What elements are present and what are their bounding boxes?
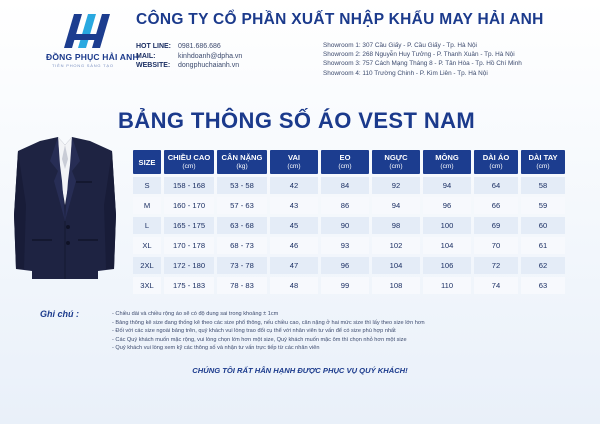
table-cell: L	[133, 217, 161, 234]
logo-brand-name: ĐỒNG PHỤC HẢI ANH	[46, 52, 139, 62]
table-cell: 47	[270, 257, 318, 274]
table-cell: 69	[474, 217, 518, 234]
col-waist	[321, 150, 369, 174]
logo-tagline: TIÊN PHONG SÁNG TẠO	[52, 63, 114, 68]
showroom-item: Showroom 1: 307 Cầu Giấy - P. Cầu Giấy - Tp. Hà Nội	[323, 42, 477, 49]
header-name: CHIỀU CAO	[167, 153, 211, 162]
table-row	[133, 277, 565, 294]
table-cell: 58	[521, 177, 565, 194]
table-cell: 53 - 58	[217, 177, 267, 194]
header-unit: (cm)	[536, 163, 550, 170]
col-jacket-length	[474, 150, 518, 174]
table-cell: 93	[321, 237, 369, 254]
notes-list	[112, 310, 425, 353]
header-name: SIZE	[138, 157, 156, 167]
table-cell: 42	[270, 177, 318, 194]
col-size	[133, 150, 161, 174]
header-name: DÀI ÁO	[482, 153, 510, 162]
website-link[interactable]: dongphuchaianh.vn	[178, 62, 240, 69]
table-cell: 70	[474, 237, 518, 254]
col-sleeve-length	[521, 150, 565, 174]
table-cell: 104	[423, 237, 471, 254]
header-unit: (kg)	[236, 163, 248, 170]
table-cell: 63 - 68	[217, 217, 267, 234]
showroom-list	[323, 41, 522, 78]
vest-jacket-image	[10, 135, 120, 281]
hotline-value[interactable]: 0981.686.686	[178, 43, 221, 50]
table-cell: 66	[474, 197, 518, 214]
table-cell: 96	[321, 257, 369, 274]
table-cell: 59	[521, 197, 565, 214]
table-cell: 46	[270, 237, 318, 254]
mail-value[interactable]: kinhdoanh@dpha.vn	[178, 52, 243, 60]
contact-info	[136, 42, 242, 71]
table-row	[133, 217, 565, 234]
table-cell: 99	[321, 277, 369, 294]
table-cell: 170 - 178	[164, 237, 214, 254]
header-name: NGỰC	[384, 153, 408, 162]
note-item: - Các Quý khách muốn mặc rộng, vui lòng chọn lớn hơn một size, Quý khách muốn mặc ôm thì chọn nhỏ hơn một size	[112, 336, 407, 343]
table-cell: 94	[372, 197, 420, 214]
table-cell: 84	[321, 177, 369, 194]
table-row	[133, 257, 565, 274]
table-cell: 104	[372, 257, 420, 274]
table-cell: 2XL	[133, 257, 161, 274]
table-cell: 3XL	[133, 277, 161, 294]
company-logo[interactable]	[46, 12, 139, 82]
table-cell: 94	[423, 177, 471, 194]
note-item: - Bảng thông kê size đang thống kê theo các size phổ thông, nếu chiều cao, cân nặng ở hai mức size thì lấy theo size lớn hơn	[112, 319, 425, 326]
table-cell: 92	[372, 177, 420, 194]
showroom-item: Showroom 4: 110 Trường Chinh - P. Kim Liên - Tp. Hà Nội	[323, 69, 488, 77]
col-weight	[217, 150, 267, 174]
table-cell: 43	[270, 197, 318, 214]
table-cell: S	[133, 177, 161, 194]
table-cell: 102	[372, 237, 420, 254]
header-name: EO	[339, 153, 351, 162]
note-item: - Quý khách vui lòng xem kỹ các thông số và nhận tư vấn trực tiếp từ các nhân viên	[112, 345, 320, 351]
col-chest	[372, 150, 420, 174]
showroom-item: Showroom 2: 268 Nguyễn Huy Tưởng - P. Thanh Xuân - Tp. Hà Nội	[323, 51, 515, 59]
header-unit: (cm)	[338, 163, 352, 170]
table-cell: 68 - 73	[217, 237, 267, 254]
table-cell: 62	[521, 257, 565, 274]
table-header-row	[133, 150, 565, 174]
header-unit: (cm)	[440, 163, 454, 170]
table-cell: 90	[321, 217, 369, 234]
table-cell: 61	[521, 237, 565, 254]
table-cell: 100	[423, 217, 471, 234]
table-row	[133, 177, 565, 194]
logo-mark-icon	[58, 12, 114, 50]
table-cell: 165 - 175	[164, 217, 214, 234]
table-cell: 64	[474, 177, 518, 194]
table-cell: 57 - 63	[217, 197, 267, 214]
table-cell: 78 - 83	[217, 277, 267, 294]
table-cell: 106	[423, 257, 471, 274]
notes-label: Ghi chú :	[40, 309, 79, 319]
table-cell: 48	[270, 277, 318, 294]
table-cell: 160 - 170	[164, 197, 214, 214]
table-cell: 110	[423, 277, 471, 294]
header-name: VAI	[287, 153, 301, 162]
table-row	[133, 197, 565, 214]
col-height	[164, 150, 214, 174]
header-name: CÂN NẶNG	[221, 153, 263, 162]
table-cell: 72	[474, 257, 518, 274]
table-cell: M	[133, 197, 161, 214]
note-item: - Chiều dài và chiều rộng áo sẽ có độ dung sai trong khoảng ± 1cm	[112, 311, 279, 317]
table-row	[133, 237, 565, 254]
table-cell: 98	[372, 217, 420, 234]
table-cell: 175 - 183	[164, 277, 214, 294]
company-name: CÔNG TY CỔ PHẦN XUẤT NHẬP KHẨU MAY HẢI ANH	[136, 11, 544, 28]
website-label: WEBSITE:	[136, 62, 171, 69]
table-cell: 74	[474, 277, 518, 294]
table-cell: 73 - 78	[217, 257, 267, 274]
header-unit: (cm)	[489, 163, 503, 170]
table-cell: 158 - 168	[164, 177, 214, 194]
col-hip	[423, 150, 471, 174]
table-cell: 63	[521, 277, 565, 294]
table-cell: 96	[423, 197, 471, 214]
col-shoulder	[270, 150, 318, 174]
header	[0, 0, 600, 92]
mail-label: MAIL:	[136, 52, 156, 60]
table-cell: 108	[372, 277, 420, 294]
thank-you-message: CHÚNG TÔI RẤT HÂN HẠNH ĐƯỢC PHỤC VỤ QUÝ KHÁCH!	[192, 366, 408, 375]
header-name: MÔNG	[435, 153, 459, 162]
header-name: DÀI TAY	[528, 153, 558, 162]
header-unit: (cm)	[287, 163, 301, 170]
hotline-label: HOT LINE:	[136, 43, 171, 50]
table-cell: 86	[321, 197, 369, 214]
table-cell: XL	[133, 237, 161, 254]
header-unit: (cm)	[182, 163, 196, 170]
table-cell: 60	[521, 217, 565, 234]
page-title: BẢNG THÔNG SỐ ÁO VEST NAM	[118, 108, 476, 133]
size-chart-table	[130, 147, 568, 297]
showroom-item: Showroom 3: 757 Cách Mạng Tháng 8 - P. Tân Hòa - Tp. Hồ Chí Minh	[323, 60, 522, 68]
note-item: - Đối với các size ngoài bảng trên, quý khách vui lòng trao đổi cụ thể với nhân viên tư vấn để có size phù hợp nhất	[112, 328, 396, 334]
header-unit: (cm)	[389, 163, 403, 170]
table-cell: 45	[270, 217, 318, 234]
table-cell: 172 - 180	[164, 257, 214, 274]
